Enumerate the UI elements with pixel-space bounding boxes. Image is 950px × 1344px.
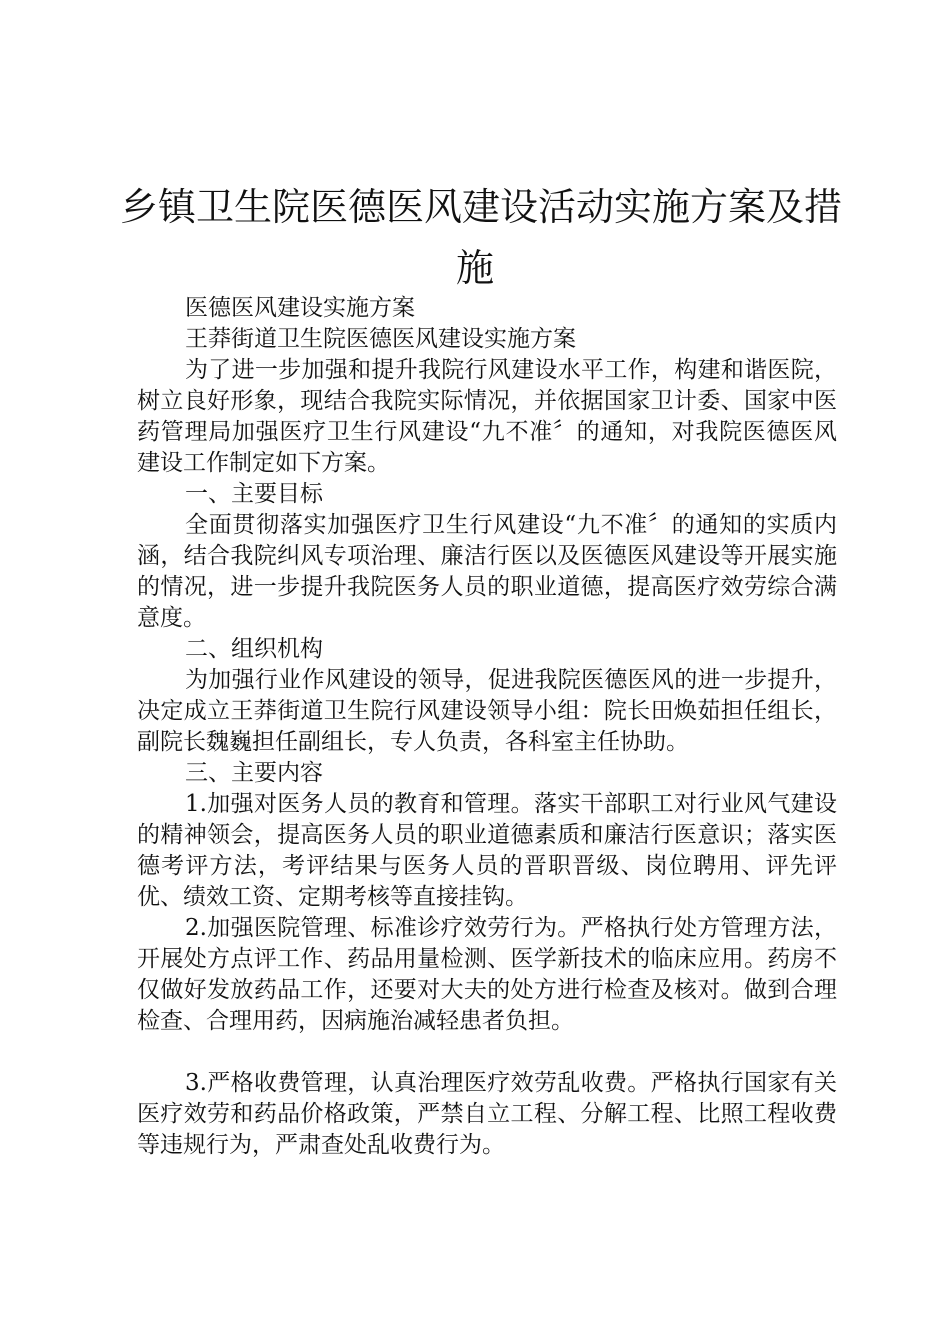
document-body xyxy=(137,293,837,1161)
document-title-line-1: 乡镇卫生院医德医风建设活动实施方案及措 xyxy=(120,185,843,229)
section-heading-content: 三、主要内容 xyxy=(185,760,323,786)
paragraph-organization: 为加强行业作风建设的领导，促进我院医德医风的进一步提升，决定成立王莽街道卫生院行风建设领导小组：院长田焕茹担任组长，副院长魏巍担任副组长，专人负责，各科室主任协助。 xyxy=(137,667,837,755)
paragraph-plan-name: 王莽街道卫生院医德医风建设实施方案 xyxy=(185,326,576,352)
document-title-line-2: 施 xyxy=(455,246,494,290)
section-heading-goals: 一、主要目标 xyxy=(185,481,323,507)
paragraph-content-3: 3.严格收费管理，认真治理医疗效劳乱收费。严格执行国家有关医疗效劳和药品价格政策，严禁自立工程、分解工程、比照工程收费等违规行为，严肃查处乱收费行为。 xyxy=(137,1070,837,1158)
section-heading-organization: 二、组织机构 xyxy=(185,636,323,662)
paragraph-content-2: 2.加强医院管理、标准诊疗效劳行为。严格执行处方管理方法，开展处方点评工作、药品用量检测、医学新技术的临床应用。药房不仅做好发放药品工作，还要对大夫的处方进行检查及核对。做到合理检查、合理用药，因病施治减轻患者负担。 xyxy=(137,915,837,1034)
paragraph-subtitle: 医德医风建设实施方案 xyxy=(185,295,415,321)
paragraph-intro: 为了进一步加强和提升我院行风建设水平工作，构建和谐医院，树立良好形象，现结合我院实际情况，并依据国家卫计委、国家中医药管理局加强医疗卫生行风建设“九不准〞的通知，对我院医德医风建设工作制定如下方案。 xyxy=(137,357,837,476)
paragraph-goals: 全面贯彻落实加强医疗卫生行风建设“九不准〞的通知的实质内涵，结合我院纠风专项治理、廉洁行医以及医德医风建设等开展实施的情况，进一步提升我院医务人员的职业道德，提高医疗效劳综合满意度。 xyxy=(137,512,837,631)
paragraph-content-1: 1.加强对医务人员的教育和管理。落实干部职工对行业风气建设的精神领会，提高医务人员的职业道德素质和廉洁行医意识；落实医德考评方法，考评结果与医务人员的晋职晋级、岗位聘用、评先评优、绩效工资、定期考核等直接挂钩。 xyxy=(137,791,837,910)
